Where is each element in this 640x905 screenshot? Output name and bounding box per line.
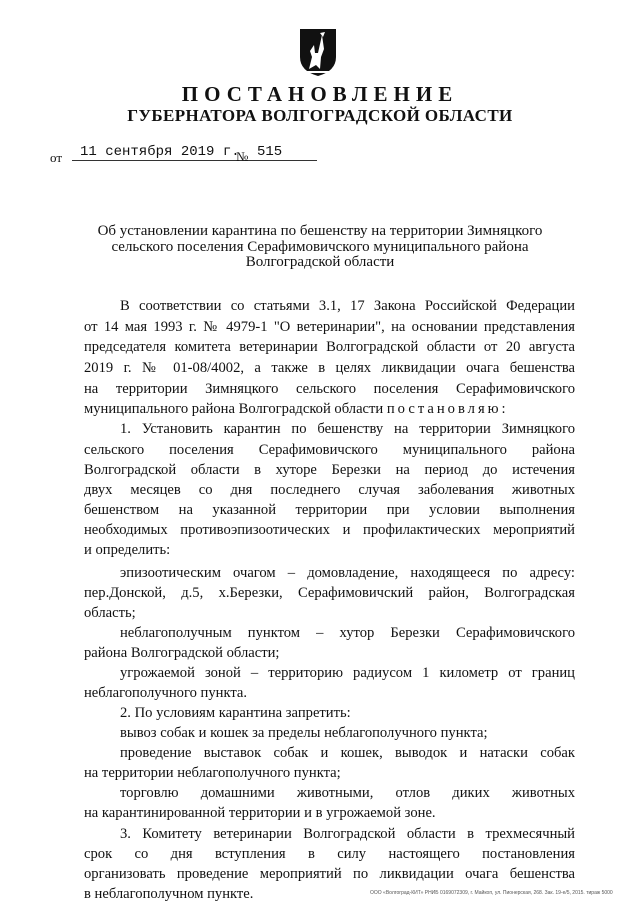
- body-line: пер.Донской, д.5, х.Березки, Серафимовичский район, Волгоградская: [84, 585, 575, 601]
- body-line: 3. Комитету ветеринарии Волгоградской области в трехмесячный: [120, 826, 575, 842]
- body-text: муниципального района Волгоградской области: [84, 401, 384, 417]
- body-line: сельского поселения Серафимовичского муниципального района: [84, 442, 575, 458]
- body-line: от 14 мая 1993 г. № 4979-1 "О ветеринарии", на основании представления: [84, 319, 575, 335]
- body-line: на территории неблагополучного пункта;: [84, 765, 341, 781]
- body-line: на карантинированной территории и в угрожаемой зоне.: [84, 805, 436, 821]
- resolution-word: постановляю:: [386, 401, 509, 417]
- body-line: 2019 г. № 01-08/4002, а также в целях ликвидации очага бешенства: [84, 360, 575, 376]
- body-line: двух месяцев со дня последнего случая заболевания животных: [84, 482, 575, 498]
- document-date: 11 сентября 2019 г.: [72, 144, 270, 161]
- body-line: эпизоотическим очагом – домовладение, находящееся по адресу:: [120, 565, 575, 581]
- body-line: и определить:: [84, 542, 171, 558]
- body-line: В соответствии со статьями 3.1, 17 Закона Российской Федерации: [120, 298, 575, 314]
- body-line: срок со дня вступления в силу настоящего постановления: [84, 846, 575, 862]
- body-line: организовать проведение мероприятий по ликвидации очага бешенства: [84, 866, 575, 882]
- number-prefix: №: [236, 149, 249, 164]
- body-line: района Волгоградской области;: [84, 645, 280, 661]
- body-line: проведение выставок собак и кошек, выводок и натаски собак: [120, 745, 575, 761]
- body-line: председателя комитета ветеринарии Волгоградской области от 20 августа: [84, 339, 575, 355]
- body-line: на территории Зимняцкого сельского поселения Серафимовичского: [84, 381, 575, 397]
- print-info: ООО «Волгоград-КИТ» РНИБ 0169072309, г. Майкоп, ул. Пионерская, 268. Зак. 19-е/5, 2015. тираж 5000: [370, 890, 613, 896]
- date-prefix: от: [50, 150, 63, 165]
- document-subject: [0, 224, 640, 271]
- body-line: необходимых противоэпизоотических и профилактических мероприятий: [84, 522, 575, 538]
- subject-line: сельского поселения Серафимовичского муниципального района: [111, 238, 529, 255]
- body-line: область;: [84, 605, 136, 621]
- body-line: неблагополучным пунктом – хутор Березки Серафимовичского: [120, 625, 575, 641]
- body-line: вывоз собак и кошек за пределы неблагополучного пункта;: [120, 725, 488, 741]
- body-line: неблагополучного пункта.: [84, 685, 248, 701]
- body-line: 1. Установить карантин по бешенству на территории Зимняцкого: [120, 421, 575, 437]
- document-number: 515: [253, 144, 317, 161]
- body-line: 2. По условиям карантина запретить:: [120, 705, 351, 721]
- coat-of-arms-icon: [298, 27, 338, 78]
- subject-line: Об установлении карантина по бешенству на территории Зимняцкого: [97, 223, 543, 239]
- document-issuer: ГУБЕРНАТОРА ВОЛГОГРАДСКОЙ ОБЛАСТИ: [127, 106, 513, 125]
- document-title: ПОСТАНОВЛЕНИЕ: [181, 82, 459, 106]
- body-line: угрожаемой зоной – территорию радиусом 1 километр от границ: [120, 665, 575, 681]
- body-line: [84, 401, 575, 418]
- subject-line: Волгоградской области: [245, 254, 395, 270]
- body-line: в неблагополучном пункте.: [84, 886, 254, 902]
- body-line: бешенством на указанной территории при условии выполнения: [84, 502, 575, 518]
- body-line: Волгоградской области в хуторе Березки на период до истечения: [84, 462, 575, 478]
- body-line: торговлю домашними животными, отлов диких животных: [120, 785, 575, 801]
